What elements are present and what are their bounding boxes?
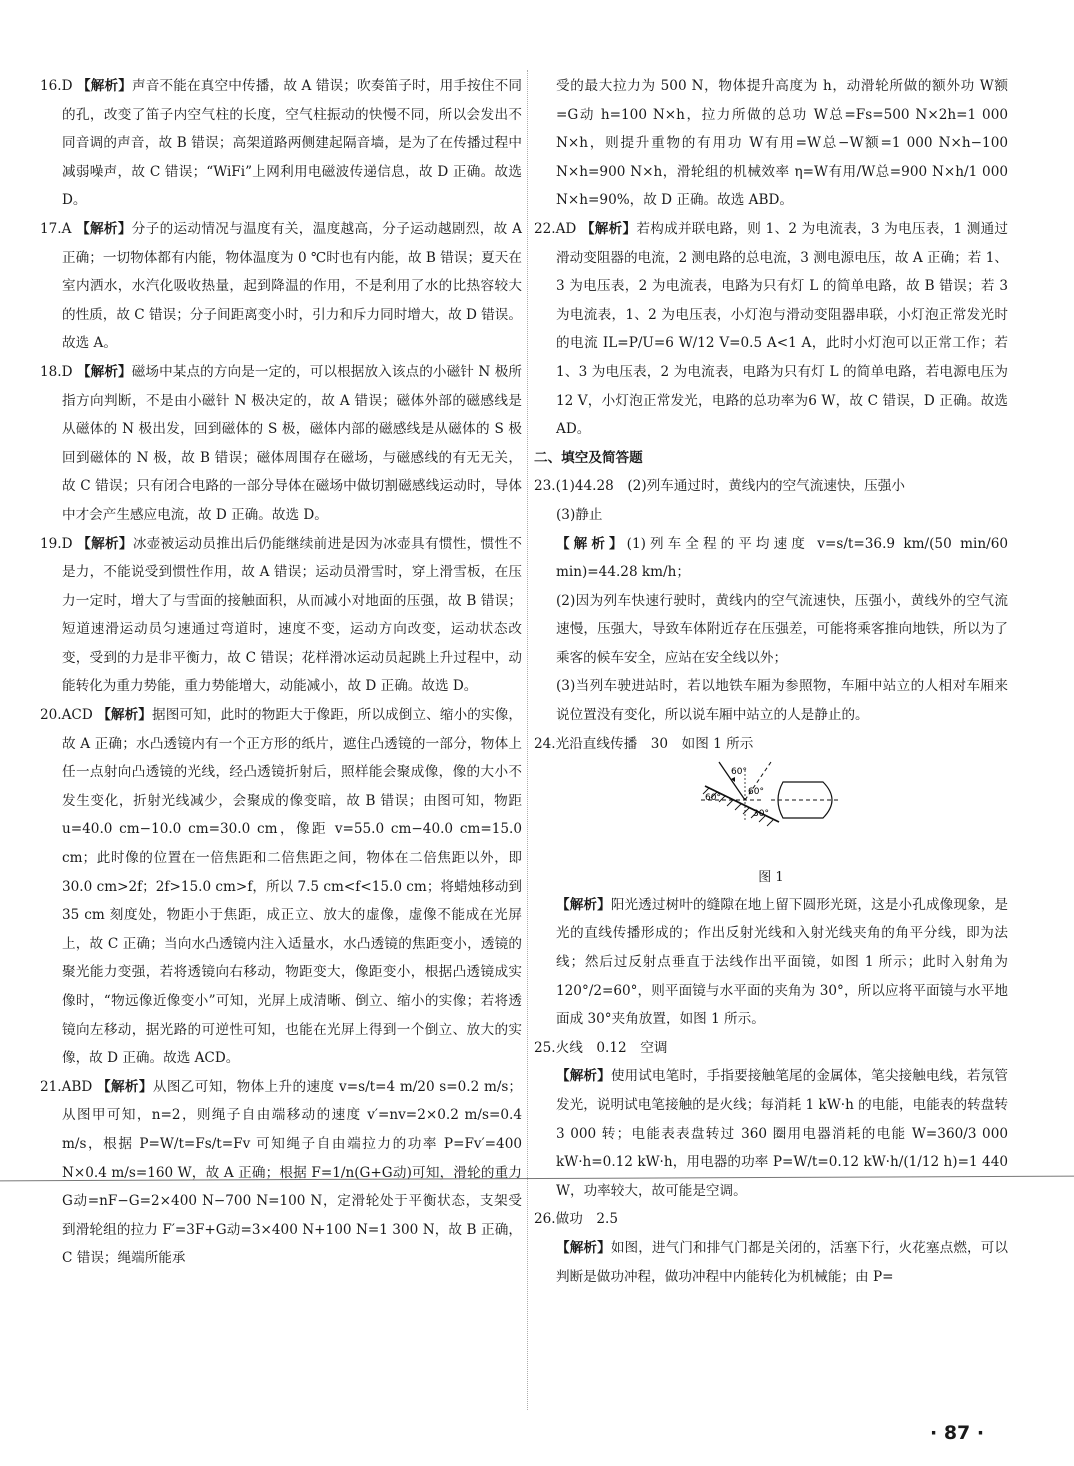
answer-19: 19.D 【解析】冰壶被运动员推出后仍能继续前进是因为冰壶具有惯性，惯性不是力，不能说受到惯性作用，故 A 错误；运动员滑雪时，穿上滑雪板，在压力一定时，增大了与雪面的接触面积，从而减小对地面的压强，故 B 错误；短道速滑运动员匀速通过弯道时，速度不变，运动方向改变，运动状态改变，受到的力是非平衡力，故 C 错误；花样滑冰运动员起跳上升过程中，动能转化为重力势能，重力势能增大，动能减小，故 D 正确。故选 D。 [40, 535, 523, 695]
answer-22: 22.AD 【解析】若构成并联电路，则 1、2 为电流表，3 为电压表，1 测通过滑动变阻器的电流，2 测电路的总电流，3 测电源电压，故 A 正确；若 1、3 为电压表，2 为电流表，电路为只有灯 L 的简单电路，故 B 错误；若 3 为电流表，1、2 为电压表，小灯泡与滑动变阻器串联，小灯泡正常发光时的电流 IL=P/U=6 W/12 V=0.5 A<1 A，此时小灯泡可以正常工作；若 1、3 为电压表，2 为电流表，电路为只有灯 L 的简单电路，若电源电压为12 V，小灯泡正常发光，电路的总功率为6 W，故 C 错误，D 正确。故选 AD。 [534, 220, 1009, 438]
left-column [40, 72, 522, 1273]
column-divider [527, 70, 528, 1410]
section-title: 二、填空及简答题 [534, 449, 643, 466]
answer-16: 16.D 【解析】声音不能在真空中传播，故 A 错误；吹奏笛子时，用手按住不同的孔，改变了笛子内空气柱的长度，空气柱振动的快慢不同，所以会发出不同音调的声音，故 B 错误；高架道路两侧建起隔音墙，是为了在传播过程中减弱噪声，故 C 错误；“WiFi”上网利用电磁波传递信息，故 D 正确。故选 D。 [40, 78, 522, 209]
page-number: · 87 · [930, 1422, 985, 1444]
analysis-23-part2: (2)因为列车快速行驶时，黄线内的空气流速快，压强小，黄线外的空气流速慢，压强大，导致车体附近存在压强差，可能将乘客推向地铁，所以为了乘客的候车安全，应站在安全线以外； [556, 592, 1008, 666]
angle-label-1: 60° [731, 767, 747, 778]
angle-label-3: 60° [748, 787, 764, 798]
answer-23-part3: (3)静止 [556, 506, 603, 523]
answer-21: 21.ABD 【解析】从图乙可知，物体上升的速度 v=s/t=4 m/20 s=0.2 m/s；从图甲可知，n=2，则绳子自由端移动的速度 v′=nv=2×0.2 m/s=0.4 m/s，根据 P=W/t=Fs/t=Fv 可知绳子自由端拉力的功率 P=Fv′=400 N×0.4 m/s=160 W，故 A 正确；根据 F=1/n(G+G动)可知，滑轮的重力 G动=nF−G=2×400 N−700 N=100 N，定滑轮处于平衡状态，支架受到滑轮组的拉力 F′=3F+G动=3×400 N+100 N=1 300 N，故 B 正确，C 错误；绳端所能承 [40, 1078, 522, 1267]
reflection-diagram [691, 760, 851, 856]
answer-21-continued: 受的最大拉力为 500 N，物体提升高度为 h，动滑轮所做的额外功 W额=G动 h=100 N×h，拉力所做的总功 W总=Fs=500 N×2h=1 000 N×h，则提升重物的有用功 W有用=W总−W额=1 000 N×h−100 N×h=900 N×h，滑轮组的机械效率 η=W有用/W总=900 N×h/1 000 N×h=90%，故 D 正确。故选 ABD。 [556, 78, 1008, 209]
answer-17: 17.A 【解析】分子的运动情况与温度有关，温度越高，分子运动越剧烈，故 A 正确；一切物体都有内能，物体温度为 0 ℃时也有内能，故 B 错误；夏天在室内洒水，水汽化吸收热量，起到降温的作用，不是利用了水的比热容较大的性质，故 C 错误；分子间距离变小时，引力和斥力同时增大，故 D 错误。故选 A。 [40, 220, 523, 352]
answer-26: 26.做功 2.5 [534, 1211, 619, 1228]
figure-caption: 图 1 [758, 869, 784, 885]
answer-23: 23.(1)44.28 (2)列车通过时，黄线内的空气流速快，压强小 [534, 478, 905, 495]
angle-label-4: 30° [753, 809, 769, 820]
figure-1 [534, 760, 1008, 889]
answer-20: 20.ACD 【解析】据图可知，此时的物距大于像距，所以成倒立、缩小的实像，故 A 正确；水凸透镜内有一个正方形的纸片，遮住凸透镜的一部分，物体上任一点射向凸透镜的光线，经凸透镜折射后，照样能会聚成像，像的大小不发生变化，折射光线减少，会聚成的像变暗，故 B 错误；由图可知，物距 u=40.0 cm−10.0 cm=30.0 cm，像距 v=55.0 cm−40.0 cm=15.0 cm；此时像的位置在一倍焦距和二倍焦距之间，物体在二倍焦距以外，即 30.0 cm>2f；2f>15.0 cm>f，所以 7.5 cm<f<15.0 cm；将蜡烛移动到 35 cm 刻度处，物距小于焦距，成正立、放大的虚像，虚像不能成在光屏上，故 C 正确；当向水凸透镜内注入适量水，水凸透镜的焦距变小，透镜的聚光能力变强，若将透镜向右移动，物距变大，像距变小，根据凸透镜成实像时，“物远像近像变小”可知，光屏上成清晰、倒立、缩小的实像；若将透镜向左移动，据光路的可逆性可知，也能在光屏上得到一个倒立、放大的实像，故 D 正确。故选 ACD。 [40, 707, 523, 1067]
right-column [534, 72, 1008, 1291]
analysis-26: 【解析】如图，进气门和排气门都是关闭的，活塞下行，火花塞点燃，可以判断是做功冲程，做功冲程中内能转化为机械能；由 P= [556, 1239, 1009, 1285]
analysis-25: 【解析】使用试电笔时，手指要接触笔尾的金属体，笔尖接触电线，若氖管发光，说明试电笔接触的是火线；每消耗 1 kW·h 的电能，电能表的转盘转 3 000 转；电能表表盘转过 360 圈用电器消耗的电能 W=360/3 000 kW·h=0.12 kW·h，用电器的功率 P=W/t=0.12 kW·h/(1/12 h)=1 440 W，功率较大，故可能是空调。 [556, 1068, 1009, 1199]
analysis-23-part3: (3)当列车驶进站时，若以地铁车厢为参照物，车厢中站立的人相对车厢来说位置没有变化，所以说车厢中站立的人是静止的。 [556, 678, 1008, 724]
answer-25: 25.火线 0.12 空调 [534, 1039, 668, 1056]
analysis-24: 【解析】阳光透过树叶的缝隙在地上留下圆形光斑，这是小孔成像现象，是光的直线传播形成的；作出反射光线和入射光线夹角的角平分线，即为法线；然后过反射点垂直于法线作出平面镜，如图 1 所示；此时入射角为 120°/2=60°，则平面镜与水平面的夹角为 30°，所以应将平面镜与水平地面成 30°夹角放置，如图 1 所示。 [556, 896, 1009, 1028]
analysis-23-part1: 【解析】(1)列车全程的平均速度 v=s/t=36.9 km/(50 min/60 min)=44.28 km/h； [556, 535, 1008, 581]
answer-18: 18.D 【解析】磁场中某点的方向是一定的，可以根据放入该点的小磁针 N 极所指方向判断，不是由小磁针 N 极决定的，故 A 错误；磁体外部的磁感线是从磁体的 N 极出发，回到磁体的 S 极，磁体内部的磁感线是从磁体的 S 极回到磁体的 N 极，故 B 错误；磁体周围存在磁场，与磁感线的有无无关，故 C 错误；只有闭合电路的一部分导体在磁场中做切割磁感线运动时，导体中才会产生感应电流，故 D 正确。故选 D。 [40, 363, 522, 523]
angle-label-2: 60° [705, 793, 721, 804]
answer-24: 24.光沿直线传播 30 如图 1 所示 [534, 735, 754, 752]
